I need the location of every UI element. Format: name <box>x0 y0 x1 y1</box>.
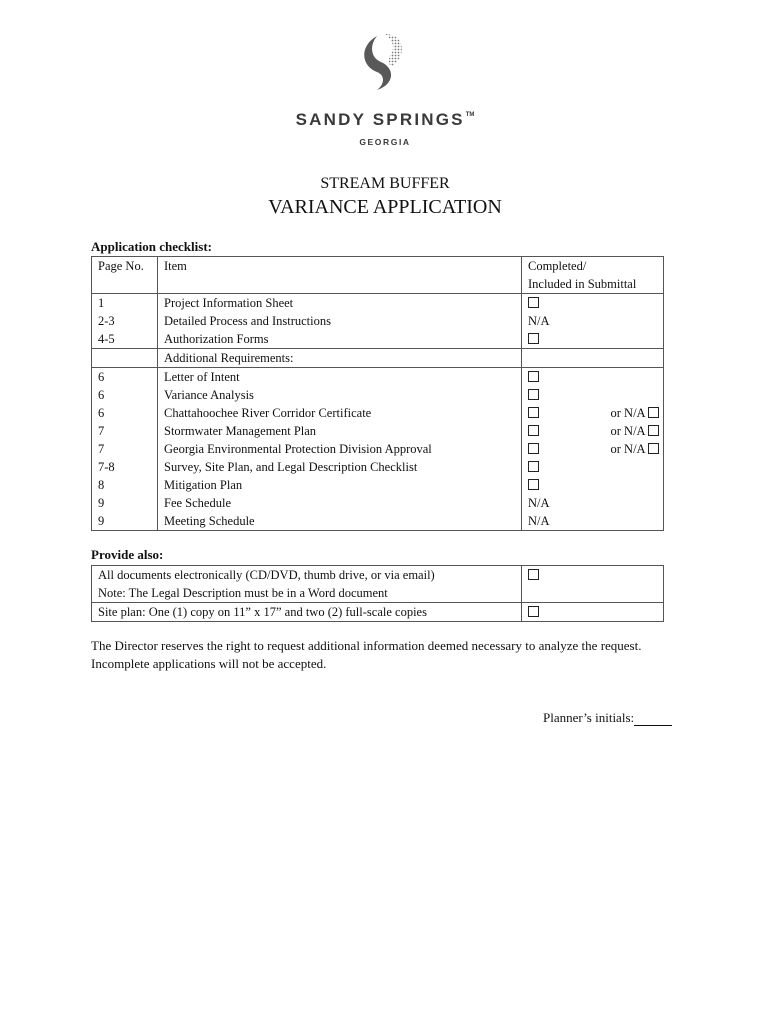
na-checkbox[interactable] <box>648 425 659 436</box>
table-row <box>92 368 664 387</box>
table-row <box>92 312 664 330</box>
table-row <box>92 349 664 368</box>
or-na-option <box>611 422 660 440</box>
item-label: Mitigation Plan <box>158 476 522 494</box>
logo-subtitle: GEORGIA <box>359 137 411 147</box>
table-row <box>92 386 664 404</box>
or-na-text: or N/A <box>610 424 645 438</box>
page-number: 9 <box>92 494 158 512</box>
na-text: N/A <box>522 494 664 512</box>
item-label: Additional Requirements: <box>158 349 522 368</box>
application-checklist-table <box>91 256 664 531</box>
or-na-text: or N/A <box>610 442 645 456</box>
page-number: 4-5 <box>92 330 158 349</box>
page-number: 7-8 <box>92 458 158 476</box>
item-label: Authorization Forms <box>158 330 522 349</box>
na-checkbox[interactable] <box>648 407 659 418</box>
item-label: Variance Analysis <box>158 386 522 404</box>
document-title-line1: STREAM BUFFER <box>320 175 450 192</box>
table-row <box>92 422 664 440</box>
table-row <box>92 603 664 622</box>
page-number: 6 <box>92 386 158 404</box>
provide-item-line2: Note: The Legal Description must be in a Word document <box>98 586 388 600</box>
or-na-option <box>611 440 660 458</box>
col-header-item: Item <box>158 257 522 294</box>
planner-initials <box>543 710 672 726</box>
na-text: N/A <box>522 512 664 531</box>
col-header-completed <box>522 257 664 294</box>
table-row <box>92 566 664 603</box>
item-label: Meeting Schedule <box>158 512 522 531</box>
item-label: Stormwater Management Plan <box>158 422 522 440</box>
table-row <box>92 294 664 313</box>
page-number: 1 <box>92 294 158 313</box>
checkbox[interactable] <box>528 479 539 490</box>
page-number: 7 <box>92 440 158 458</box>
table-row <box>92 476 664 494</box>
checkbox[interactable] <box>528 606 539 617</box>
checkbox[interactable] <box>528 443 539 454</box>
page-number: 8 <box>92 476 158 494</box>
application-checklist-label: Application checklist: <box>91 239 212 254</box>
table-row <box>92 330 664 349</box>
item-label: Fee Schedule <box>158 494 522 512</box>
or-na-text: or N/A <box>610 406 645 420</box>
or-na-option <box>611 404 660 422</box>
checkbox[interactable] <box>528 389 539 400</box>
checkbox[interactable] <box>528 569 539 580</box>
provide-item-line1: All documents electronically (CD/DVD, thumb drive, or via email) <box>98 568 435 582</box>
checkbox[interactable] <box>528 297 539 308</box>
item-label: Project Information Sheet <box>158 294 522 313</box>
provide-also-label: Provide also: <box>91 547 164 562</box>
table-row <box>92 404 664 422</box>
provide-item: Site plan: One (1) copy on 11” x 17” and two (2) full-scale copies <box>92 603 522 622</box>
page-number: 6 <box>92 404 158 422</box>
na-text: N/A <box>522 312 664 330</box>
col-header-page: Page No. <box>92 257 158 294</box>
table-row <box>92 494 664 512</box>
table-row <box>92 440 664 458</box>
page-number: 9 <box>92 512 158 531</box>
item-label: Chattahoochee River Corridor Certificate <box>158 404 522 422</box>
planner-initials-field[interactable] <box>634 712 672 726</box>
page-number: 2-3 <box>92 312 158 330</box>
notice-line2: Incomplete applications will not be accepted. <box>91 656 327 671</box>
document-title-line2: VARIANCE APPLICATION <box>268 196 502 218</box>
page-number: 6 <box>92 368 158 387</box>
checkbox[interactable] <box>528 407 539 418</box>
table-row <box>92 458 664 476</box>
planner-initials-label: Planner’s initials: <box>543 710 635 725</box>
item-label: Georgia Environmental Protection Division Approval <box>158 440 522 458</box>
checkbox[interactable] <box>528 425 539 436</box>
checkbox[interactable] <box>528 461 539 472</box>
page-number <box>92 349 158 368</box>
table-row <box>92 512 664 531</box>
item-label: Letter of Intent <box>158 368 522 387</box>
notice-line1: The Director reserves the right to request additional information deemed necessary to analyze the request. <box>91 638 642 653</box>
director-notice <box>91 637 691 673</box>
provide-also-table <box>91 565 664 622</box>
page-number: 7 <box>92 422 158 440</box>
item-label: Survey, Site Plan, and Legal Description Checklist <box>158 458 522 476</box>
item-label: Detailed Process and Instructions <box>158 312 522 330</box>
trademark-mark: TM <box>465 112 475 118</box>
col-header-completed-line2: Included in Submittal <box>528 277 637 291</box>
sandy-springs-leaf-icon <box>355 30 415 92</box>
checklist-header-row <box>92 257 664 294</box>
na-checkbox[interactable] <box>648 443 659 454</box>
checkbox[interactable] <box>528 371 539 382</box>
col-header-completed-line1: Completed/ <box>528 259 587 273</box>
checkbox[interactable] <box>528 333 539 344</box>
logo-name-text: SANDY SPRINGS <box>295 110 465 129</box>
provide-item <box>92 566 522 603</box>
sandy-springs-logo <box>0 30 770 147</box>
